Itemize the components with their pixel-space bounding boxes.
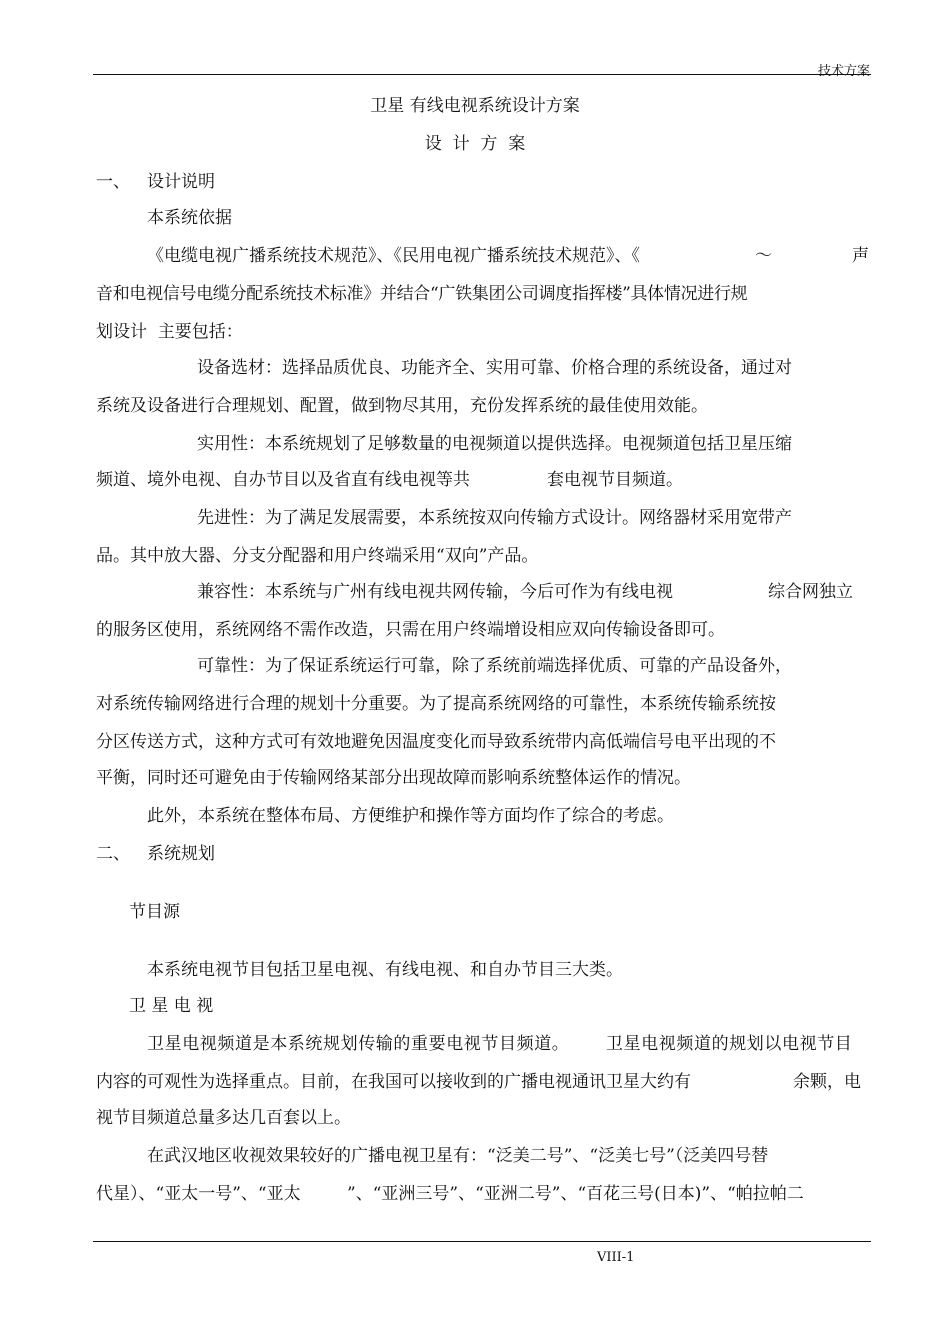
sat-line2a: 内容的可观性为选择重点。目前，在我国可以接收到的广播电视通讯卫星大约有 [96, 1072, 691, 1092]
wuhan-line2a: 代星）、“亚太一号”、“亚太 [96, 1184, 301, 1204]
document-subtitle: 设 计 方 案 [424, 134, 526, 154]
wuhan-line1: 在武汉地区收视效果较好的广播电视卫星有：“泛美二号”、“泛美七号”（泛美四号替 [147, 1146, 769, 1166]
section2-number: 二、 [96, 844, 130, 864]
practical-line2a: 频道、境外电视、自办节目以及省直有线电视等共 [96, 470, 470, 490]
reliab-line4: 平衡，同时还可避免由于传输网络某部分出现故障而影响系统整体运作的情况。 [96, 768, 691, 788]
source-heading: 节目源 [129, 902, 180, 922]
advanced-line2: 品。其中放大器、分支分配器和用户终端采用“双向”产品。 [96, 546, 539, 566]
document-title: 卫星 有线电视系统设计方案 [370, 96, 580, 116]
source-text: 本系统电视节目包括卫星电视、有线电视、和自办节目三大类。 [147, 960, 623, 980]
page-number: VIII-1 [597, 1250, 635, 1265]
basis-line1-a: 《电缆电视广播系统技术规范》、《民用电视广播系统技术规范》、《 [147, 246, 640, 266]
compat-line1a: 兼容性：本系统与广州有线电视共网传输，今后可作为有线电视 [197, 582, 673, 602]
extra-note: 此外，本系统在整体布局、方便维护和操作等方面均作了综合的考虑。 [147, 806, 674, 826]
section1-number: 一、 [96, 172, 130, 192]
compat-line1b: 综合网独立 [768, 582, 853, 602]
basis-heading: 本系统依据 [147, 208, 232, 228]
sat-line1a: 卫星电视频道是本系统规划传输的重要电视节目频道。 [147, 1034, 570, 1054]
reliab-line1: 可靠性：为了保证系统运行可靠，除了系统前端选择优质、可靠的产品设备外， [197, 656, 792, 676]
sat-line1b: 卫星电视频道的规划以电视节目 [606, 1034, 853, 1054]
equip-line1: 设备选材：选择品质优良、功能齐全、实用可靠、价格合理的系统设备，通过对 [197, 358, 792, 378]
header-label: 技术方案 [817, 64, 870, 79]
equip-line2: 系统及设备进行合理规划、配置，做到物尽其用，充份发挥系统的最佳使用效能。 [96, 396, 708, 416]
footer-rule [93, 1241, 871, 1242]
wuhan-line2b: ”、“亚洲三号”、“亚洲二号”、“百花三号(日本)”、“帕拉帕二 [347, 1184, 804, 1204]
reliab-line3: 分区传送方式，这种方式可有效地避免因温度变化而导致系统带内高低端信号电平出现的不 [96, 732, 776, 752]
basis-line3: 划设计 主要包括： [96, 322, 243, 342]
section2-heading: 系统规划 [147, 844, 215, 864]
practical-line2b: 套电视节目频道。 [547, 470, 683, 490]
basis-line1-b: ～ [755, 246, 772, 266]
practical-line1: 实用性：本系统规划了足够数量的电视频道以提供选择。电视频道包括卫星压缩 [197, 434, 792, 454]
section1-heading: 设计说明 [147, 172, 215, 192]
basis-line2: 音和电视信号电缆分配系统技术标准》并结合“广铁集团公司调度指挥楼”具体情况进行规 [96, 284, 748, 304]
sat-heading: 卫 星 电 视 [129, 996, 214, 1016]
advanced-line1: 先进性：为了满足发展需要，本系统按双向传输方式设计。网络器材采用宽带产 [197, 508, 792, 528]
compat-line2: 的服务区使用，系统网络不需作改造，只需在用户终端增设相应双向传输设备即可。 [96, 620, 725, 640]
reliab-line2: 对系统传输网络进行合理的规划十分重要。为了提高系统网络的可靠性，本系统传输系统按 [96, 694, 776, 714]
sat-line3: 视节目频道总量多达几百套以上。 [96, 1108, 351, 1128]
sat-line2b: 余颗，电 [793, 1072, 861, 1092]
basis-line1-c: 声 [852, 246, 869, 266]
header-rule [93, 74, 871, 75]
